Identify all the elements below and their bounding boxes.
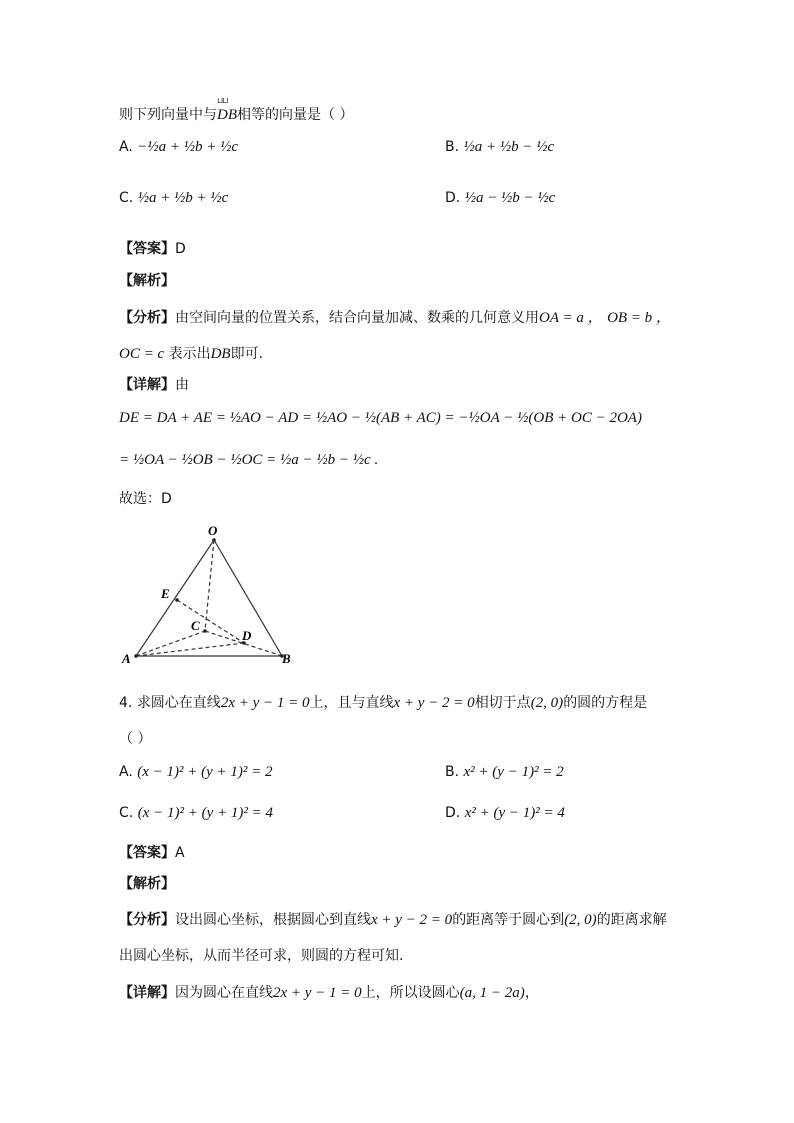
q4-stem bbox=[119, 692, 647, 712]
option-letter: B. bbox=[445, 139, 460, 155]
answer-label: 【答案】 bbox=[119, 241, 175, 257]
fenxi-point: (2, 0) bbox=[564, 912, 597, 928]
answer-value: A bbox=[175, 845, 185, 861]
q4-paren: （ ） bbox=[119, 731, 152, 747]
label-a: A bbox=[122, 651, 131, 666]
segment-ed bbox=[177, 600, 244, 643]
option-letter: D. bbox=[445, 805, 461, 821]
option-letter: C. bbox=[119, 805, 134, 821]
q3-option-b[interactable] bbox=[445, 139, 554, 156]
option-letter: A. bbox=[119, 139, 133, 155]
vector-db: DB bbox=[210, 346, 231, 362]
q4-option-a[interactable] bbox=[119, 764, 273, 781]
option-expression: ½a + ½b + ½c bbox=[137, 190, 229, 206]
option-expression: ½a + ½b − ½c bbox=[463, 139, 555, 155]
option-expression: ½a − ½b − ½c bbox=[464, 190, 556, 206]
fenxi-text: 由空间向量的位置关系，结合向量加减、数乘的几何意义用 bbox=[175, 310, 539, 326]
q4-option-b[interactable] bbox=[445, 764, 564, 781]
q4-point: (2, 0) bbox=[530, 695, 564, 711]
edge-oa bbox=[136, 540, 214, 656]
option-letter: B. bbox=[445, 764, 460, 780]
label-o: O bbox=[208, 523, 218, 538]
q4-stem-b: 上，且与直线 bbox=[309, 695, 394, 711]
detail-label: 【详解】 bbox=[119, 985, 175, 1001]
q3-stem bbox=[119, 104, 353, 124]
option-letter: C. bbox=[119, 190, 134, 206]
detail-center: (a, 1 − 2a) bbox=[459, 985, 525, 1001]
label-b: B bbox=[282, 651, 291, 666]
option-expression: (x − 1)² + (y + 1)² = 2 bbox=[137, 764, 273, 780]
q3-equation-1: DE = DA + AE = ½AO − AD = ½AO − ½(AB + AC) = −½OA − ½(OB + OC − 2OA) bbox=[119, 410, 642, 426]
q4-stem-a: 求圆心在直线 bbox=[136, 695, 221, 711]
label-e: E bbox=[161, 586, 170, 601]
q4-analysis-label: 【解析】 bbox=[119, 876, 175, 892]
q3-stem-prefix: 则下列向量中与 bbox=[119, 107, 217, 123]
question-number: 4. bbox=[119, 695, 133, 711]
detail-b: 上，所以设圆心 bbox=[361, 985, 460, 1001]
q3-fenxi bbox=[119, 306, 671, 327]
answer-label: 【答案】 bbox=[119, 845, 175, 861]
option-expression: (x − 1)² + (y + 1)² = 4 bbox=[137, 805, 273, 821]
option-expression: x² + (y − 1)² = 4 bbox=[464, 805, 565, 821]
option-expression: x² + (y − 1)² = 2 bbox=[463, 764, 564, 780]
q3-conclusion: 故选：D bbox=[119, 491, 172, 507]
q3-option-c[interactable] bbox=[119, 190, 228, 207]
q3-detail bbox=[119, 374, 189, 394]
detail-label: 【详解】 bbox=[119, 377, 175, 393]
q3-stem-suffix: 相等的向量是（ ） bbox=[237, 107, 354, 123]
fenxi-b: 的距离等于圆心到 bbox=[452, 912, 565, 928]
edge-ac bbox=[136, 631, 205, 656]
detail-line: 2x + y − 1 = 0 bbox=[273, 985, 362, 1001]
option-letter: D. bbox=[445, 190, 461, 206]
q3-fenxi-line2 bbox=[119, 343, 263, 363]
q4-fenxi bbox=[119, 909, 667, 929]
label-c: C bbox=[191, 618, 200, 633]
q4-answer bbox=[119, 842, 185, 862]
fenxi-label: 【分析】 bbox=[119, 912, 175, 928]
vector-oc: OC = c bbox=[119, 346, 165, 362]
option-letter: A. bbox=[119, 764, 133, 780]
fenxi-text-2: 表示出 bbox=[168, 346, 211, 362]
q4-stem-d: 的圆的方程是 bbox=[563, 695, 648, 711]
q3-analysis-label: 【解析】 bbox=[119, 273, 175, 289]
q4-line-2: x + y − 2 = 0 bbox=[393, 695, 475, 711]
detail-a: 因为圆心在直线 bbox=[175, 985, 273, 1001]
fenxi-label: 【分析】 bbox=[119, 310, 175, 326]
q3-answer bbox=[119, 238, 186, 258]
q3-option-d[interactable] bbox=[445, 190, 555, 207]
detail-text: 由 bbox=[175, 377, 189, 393]
q4-fenxi-line2: 出圆心坐标，从而半径可求，则圆的方程可知. bbox=[119, 948, 404, 964]
q4-detail bbox=[119, 982, 539, 1002]
q4-option-c[interactable] bbox=[119, 805, 273, 822]
vector-oa: OA = a ， bbox=[539, 310, 603, 326]
q4-option-d[interactable] bbox=[445, 805, 565, 822]
q4-stem-c: 相切于点 bbox=[474, 695, 531, 711]
fenxi-line: x + y − 2 = 0 bbox=[371, 912, 453, 928]
answer-value: D bbox=[175, 241, 186, 257]
vector-db: ⊔⊔ DB bbox=[217, 107, 237, 124]
label-d: D bbox=[242, 628, 252, 643]
vector-ob: OB = b ， bbox=[607, 310, 671, 326]
fenxi-end: 即可. bbox=[230, 346, 264, 362]
edge-oc bbox=[205, 540, 214, 631]
detail-end: ， bbox=[524, 985, 539, 1001]
fenxi-c: 的距离求解 bbox=[596, 912, 667, 928]
tetrahedron-figure bbox=[115, 518, 305, 668]
q4-line-1: 2x + y − 1 = 0 bbox=[220, 695, 310, 711]
q3-equation-2: = ½OA − ½OB − ½OC = ½a − ½b − ½c . bbox=[119, 452, 379, 468]
option-expression: −½a + ½b + ½c bbox=[137, 139, 239, 155]
fenxi-a: 设出圆心坐标，根据圆心到直线 bbox=[175, 912, 371, 928]
q3-option-a[interactable] bbox=[119, 139, 238, 156]
